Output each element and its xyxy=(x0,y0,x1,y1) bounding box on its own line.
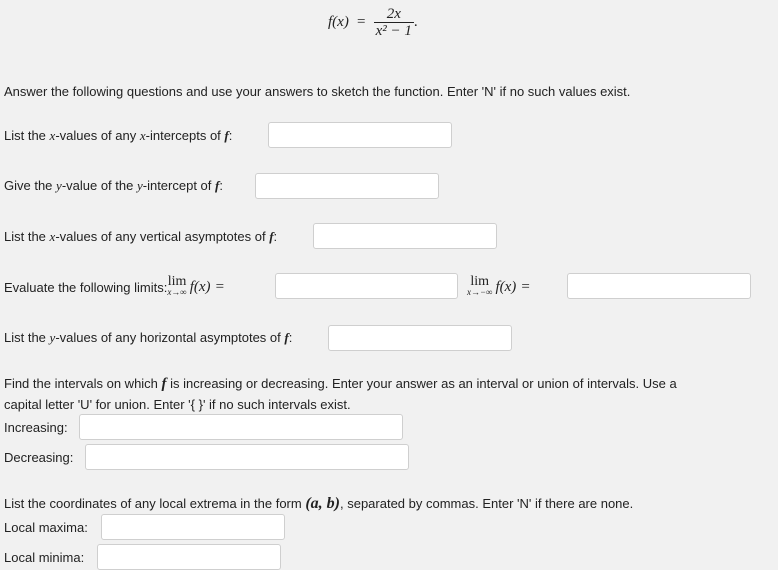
increasing-input[interactable] xyxy=(79,414,403,440)
vertical-asymptotes-input[interactable] xyxy=(313,223,497,249)
limit-pos-infinity-operator xyxy=(167,276,186,298)
q-vasym-pre: List the xyxy=(4,229,50,244)
limit-neg-equals: = xyxy=(521,278,530,295)
q-vasym-fn: f xyxy=(269,229,274,244)
q-xint-var2: x xyxy=(139,128,146,143)
q-xint-fn: f xyxy=(224,128,229,143)
q-ext-pre: List the coordinates of any local extrema in the form xyxy=(4,496,306,511)
local-maxima-input[interactable] xyxy=(101,514,285,540)
q-hasym-colon: : xyxy=(288,330,293,345)
q-yint-pre: Give the xyxy=(4,178,57,193)
function-formula xyxy=(328,6,418,39)
question-x-intercepts xyxy=(4,128,232,144)
formula-numerator: 2x xyxy=(374,6,414,23)
q-hasym-fn: f xyxy=(284,330,289,345)
local-maxima-label: Local maxima: xyxy=(4,520,88,535)
limit-neg-infinity-operator xyxy=(467,276,492,298)
q-yint-var: y xyxy=(56,178,62,193)
q-xint-post: -intercepts of xyxy=(145,128,225,143)
q-vasym-var: x xyxy=(49,229,56,244)
q-xint-colon: : xyxy=(228,128,233,143)
increasing-label: Increasing: xyxy=(4,420,68,435)
q-yint-post: -intercept of xyxy=(142,178,216,193)
limit-neg-infinity-input[interactable] xyxy=(567,273,751,299)
question-intervals-line2: capital letter 'U' for union. Enter '{ }' if no such intervals exist. xyxy=(4,397,351,412)
question-limits xyxy=(4,272,224,302)
q-hasym-var: y xyxy=(49,330,56,345)
q-hasym-post: -values of any horizontal asymptotes of xyxy=(55,330,285,345)
q-yint-var2: y xyxy=(136,178,143,193)
q-int-line1-pre: Find the intervals on which xyxy=(4,376,162,391)
limit-pos-expr: f(x) xyxy=(189,278,211,295)
question-y-intercept xyxy=(4,178,223,194)
q-yint-fn: f xyxy=(215,178,220,193)
formula-denominator: x² − 1 xyxy=(375,23,412,39)
lim-word-neg: lim xyxy=(470,274,490,289)
q-int-fn: f xyxy=(161,376,167,392)
horizontal-asymptotes-input[interactable] xyxy=(328,325,512,351)
limit-pos-infinity-input[interactable] xyxy=(275,273,458,299)
q-vasym-colon: : xyxy=(273,229,278,244)
y-intercept-input[interactable] xyxy=(255,173,439,199)
decreasing-input[interactable] xyxy=(85,444,409,470)
formula-fraction xyxy=(374,6,414,39)
formula-lhs: f(x) xyxy=(328,14,349,30)
question-limit-neg xyxy=(467,272,530,302)
q-xint-mid: -values of any xyxy=(55,128,140,143)
q-xint-var: x xyxy=(49,128,56,143)
q-yint-colon: : xyxy=(219,178,223,193)
q-xint-pre: List the xyxy=(4,128,50,143)
local-minima-input[interactable] xyxy=(97,544,281,570)
lim-word-pos: lim xyxy=(167,274,187,289)
question-intervals-line1 xyxy=(4,376,677,392)
formula-period: . xyxy=(413,14,418,30)
q-ext-form: (a, b) xyxy=(305,495,340,512)
local-minima-label: Local minima: xyxy=(4,550,85,565)
lim-sub-neg: x→−∞ xyxy=(467,287,493,297)
instructions-text: Answer the following questions and use your answers to sketch the function. Enter 'N' if no such values exist. xyxy=(4,84,631,99)
question-vertical-asymptotes xyxy=(4,229,277,245)
question-horizontal-asymptotes xyxy=(4,330,292,346)
question-extrema xyxy=(4,496,633,512)
x-intercepts-input[interactable] xyxy=(268,122,452,148)
lim-sub-pos: x→∞ xyxy=(167,287,187,297)
q-yint-mid: -value of the xyxy=(61,178,137,193)
q-hasym-pre: List the xyxy=(4,330,50,345)
q-ext-post: , separated by commas. Enter 'N' if there are none. xyxy=(339,496,634,511)
limit-neg-expr: f(x) xyxy=(495,278,517,295)
limits-label: Evaluate the following limits: xyxy=(4,279,168,295)
limit-pos-equals: = xyxy=(215,278,225,295)
q-int-line1-post: is increasing or decreasing. Enter your answer as an interval or union of intervals. Use a xyxy=(166,376,677,391)
formula-equals: = xyxy=(357,14,366,30)
decreasing-label: Decreasing: xyxy=(4,450,74,465)
q-vasym-post: -values of any vertical asymptotes of xyxy=(55,229,270,244)
